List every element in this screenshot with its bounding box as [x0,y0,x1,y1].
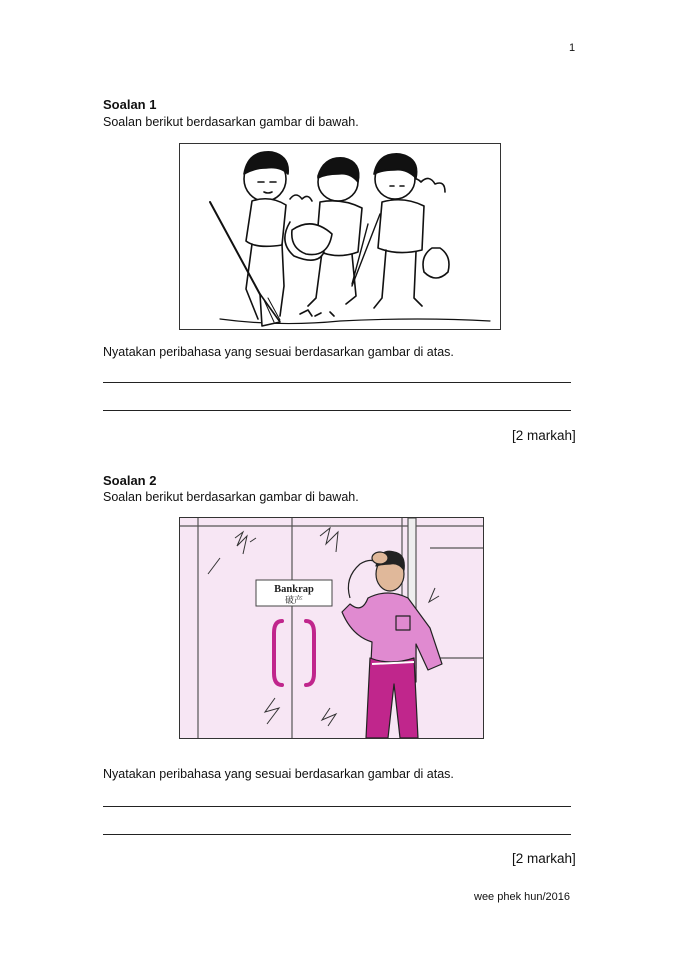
question-1-answer-line-2[interactable] [103,410,571,411]
question-2-answer-line-1[interactable] [103,806,571,807]
question-1-intro: Soalan berikut berdasarkan gambar di bawah. [103,115,359,129]
bankrupt-man-illustration [180,518,483,738]
question-2-prompt: Nyatakan peribahasa yang sesuai berdasarkan gambar di atas. [103,767,454,781]
question-2-intro: Soalan berikut berdasarkan gambar di bawah. [103,490,359,504]
question-2-title: Soalan 2 [103,473,157,488]
question-1-title: Soalan 1 [103,97,157,112]
question-2-illustration [179,517,484,739]
sign-text-line-1: Bankrap [274,584,314,595]
question-1-answer-line-1[interactable] [103,382,571,383]
question-1-illustration [179,143,501,330]
children-cleaning-illustration [180,144,500,329]
question-1-prompt: Nyatakan peribahasa yang sesuai berdasarkan gambar di atas. [103,345,454,359]
question-2-marks: [2 markah] [512,851,576,866]
question-2-answer-line-2[interactable] [103,834,571,835]
sign-text-line-2: 破产 [284,596,304,606]
footer-author: wee phek hun/2016 [474,891,571,903]
question-1-marks: [2 markah] [512,428,576,443]
page-number: 1 [569,42,576,54]
